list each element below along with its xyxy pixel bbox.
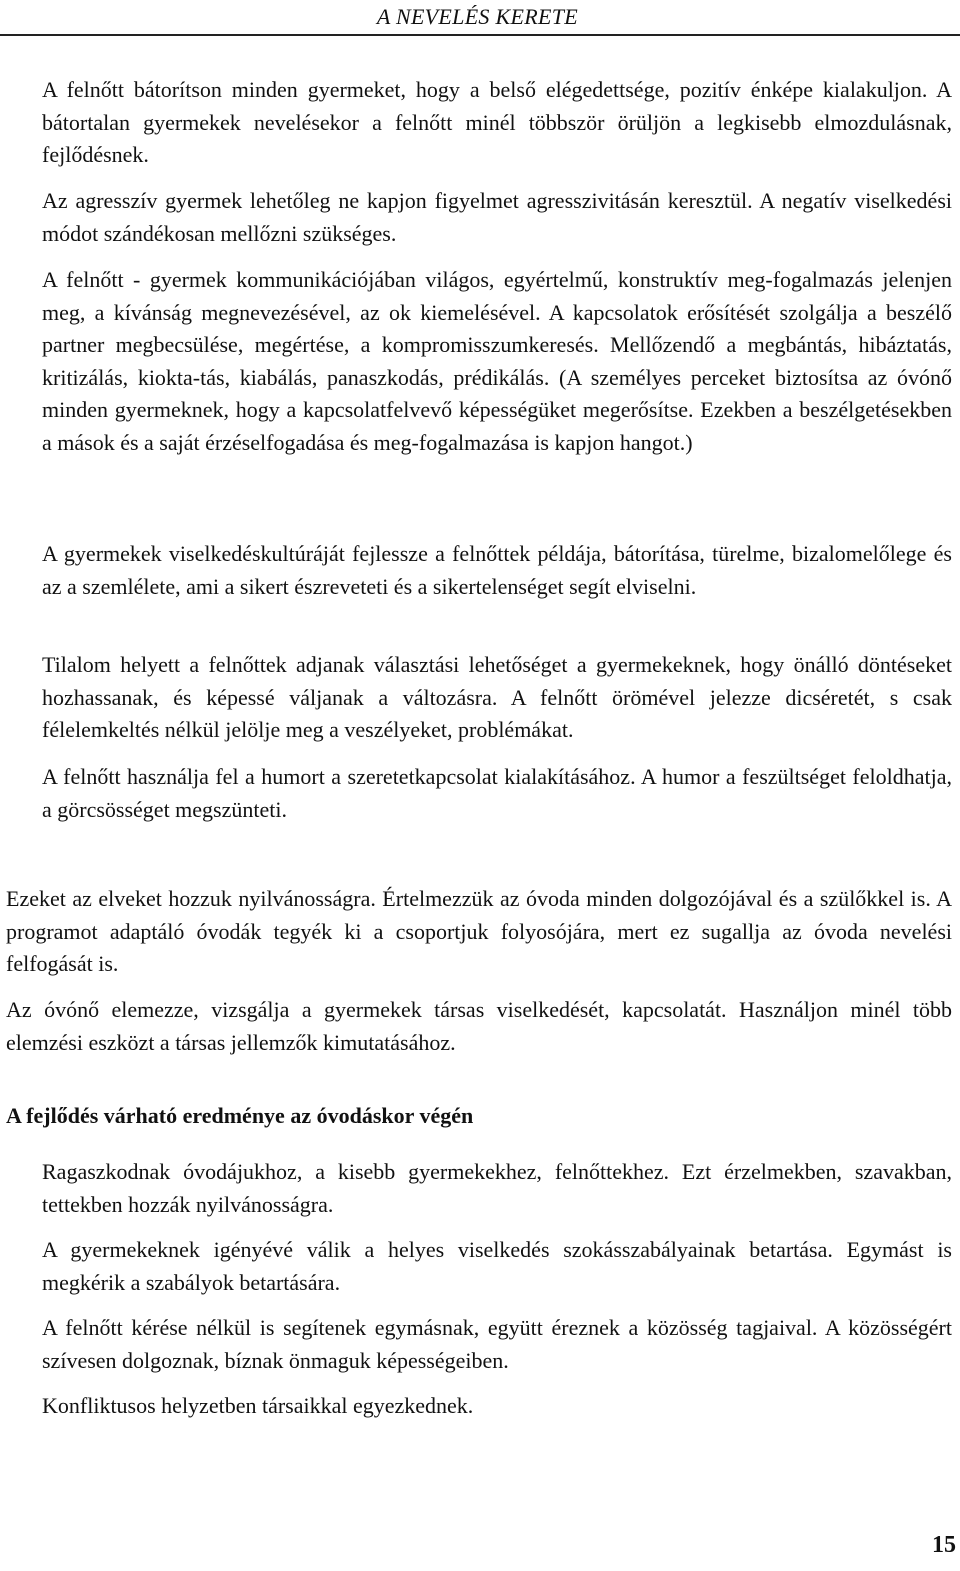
header-rule — [0, 34, 960, 36]
paragraph-humor: A felnőtt használja fel a humort a szeretetkapcsolat kialakításához. A humor a feszültséget feloldhatja, a görcsösséget megszünteti. — [42, 764, 952, 822]
outcome-rules: A gyermekeknek igényévé válik a helyes viselkedés szokásszabályainak betartása. Egymást is megkérik a szabályok betartására. — [42, 1237, 952, 1295]
paragraph-aggressive-child: Az agresszív gyermek lehetőleg ne kapjon figyelmet agresszivitásán keresztül. A negatív viselkedési módot szándékosan mellőzni szükséges. — [42, 188, 952, 246]
outcome-conflict: Konfliktusos helyzetben társaikkal egyezkednek. — [42, 1393, 474, 1418]
running-header: A NEVELÉS KERETE — [376, 4, 578, 29]
paragraph-encouragement: A felnőtt bátorítson minden gyermeket, hogy a belső elégedettsége, pozitív énképe kialakuljon. A bátortalan gyermekek nevelésekor a felnőtt minél többször örüljön a legkisebb elmozdulásnak, fejlődésnek. — [42, 77, 952, 167]
section-heading: A fejlődés várható eredménye az óvodáskor végén — [6, 1103, 474, 1128]
paragraph-choice-instead-of-ban: Tilalom helyett a felnőttek adjanak választási lehetőséget a gyermekeknek, hogy önálló döntéseket hozhassanak, és képessé váljanak a változásra. A felnőtt örömével jelezze dicséretét, s csak félelemkeltés nélkül jelölje meg a veszélyeket, problémákat. — [42, 652, 952, 742]
paragraph-behaviour-culture: A gyermekek viselkedéskultúráját fejlessze a felnőttek példája, bátorítása, türelme, bizalomelőlege és az a szemlélete, ami a sikert észreveteti és a sikertelenséget segít elviselni. — [42, 541, 952, 599]
page-number: 15 — [932, 1532, 956, 1558]
paragraph-analysis: Az óvónő elemezze, vizsgálja a gyermekek társas viselkedését, kapcsolatát. Használjon minél több elemzési eszközt a társas jellemzők kimutatásához. — [6, 997, 952, 1055]
outcome-attachment: Ragaszkodnak óvodájukhoz, a kisebb gyermekekhez, felnőttekhez. Ezt érzelmekben, szavakban, tettekben hozzák nyilvánosságra. — [42, 1159, 952, 1217]
paragraph-publicity: Ezeket az elveket hozzuk nyilvánosságra. Értelmezzük az óvoda minden dolgozójával és a szülőkkel is. A programot adaptáló óvodák tegyék ki a csoportjuk folyosójára, mert ez sugallja az óvoda nevelési felfogását is. — [6, 886, 952, 976]
paragraph-communication: A felnőtt - gyermek kommunikációjában világos, egyértelmű, konstruktív meg-fogalmazás jelenjen meg, a kívánság megnevezésével, az ok kiemelésével. A kapcsolatok erősítését szolgálja a beszélő partner megbecsülése, megértése, a kompromisszumkeresés. Mellőzendő a megbántás, hibáztatás, kritizálás, kiokta-tás, kiabálás, panaszkodás, prédikálás. (A személyes perceket biztosítsa az óvónő minden gyermeknek, hogy a kapcsolatfelvevő képességüket megerősítse. Ezekben a beszélgetésekben a mások és a saját érzéselfogadása és meg-fogalmazása is kapjon hangot.) — [42, 267, 952, 455]
outcome-helping: A felnőtt kérése nélkül is segítenek egymásnak, együtt éreznek a közösség tagjaival. A közösségért szívesen dolgoznak, bíznak önmaguk képességeiben. — [42, 1315, 952, 1373]
